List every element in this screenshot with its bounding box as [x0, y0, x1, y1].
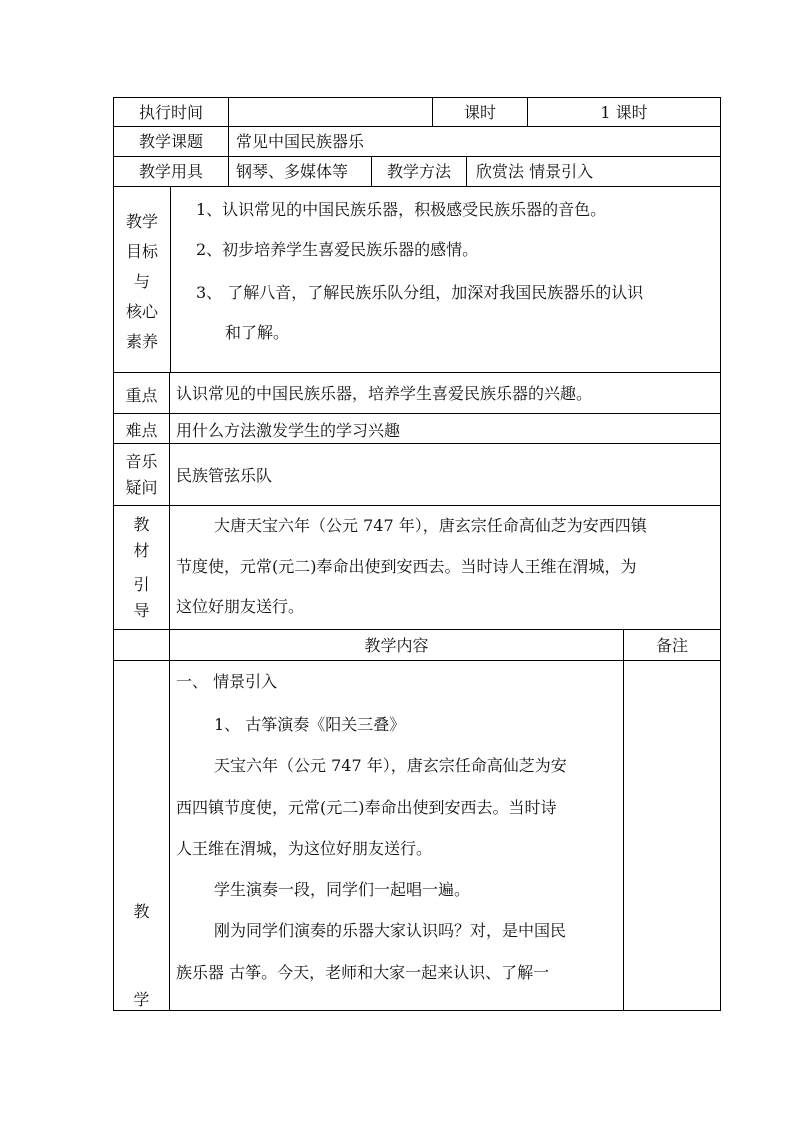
topic-value: 常见中国民族器乐: [236, 132, 365, 151]
goals-label-line: 与: [133, 272, 150, 291]
material-line: 这位好朋友送行。: [176, 597, 305, 616]
goals-label-line: 核心: [125, 302, 158, 321]
label-keypoint: 重点: [125, 386, 158, 405]
table-border-bottom: [113, 1010, 721, 1011]
teaching-line: 1、 古筝演奏《阳关三叠》: [214, 715, 406, 734]
row-divider: [113, 505, 721, 506]
class-hours-value: 1 课时: [600, 103, 648, 122]
label-difficulty: 难点: [125, 421, 158, 440]
teaching-line: 族乐器 古筝。今天，老师和大家一起来认识、了解一: [176, 963, 550, 982]
col-divider: [228, 97, 229, 187]
row-divider: [113, 126, 721, 127]
keypoint-value: 认识常见的中国民族乐器，培养学生喜爱民族乐器的兴趣。: [176, 384, 593, 403]
label-tools: 教学用具: [138, 162, 203, 181]
teaching-line: 天宝六年（公元 747 年），唐玄宗任命高仙芝为安: [214, 756, 567, 775]
goals-label-line: 教学: [125, 212, 158, 231]
music-question-label-line: 疑问: [125, 478, 158, 497]
material-label-char: 引: [133, 575, 150, 594]
label-class-hours: 课时: [463, 103, 496, 122]
material-line: 节度使，元常(元二)奉命出使到安西去。当时诗人王维在渭城，为: [176, 557, 637, 576]
material-label-char: 导: [133, 601, 150, 620]
method-value: 欣赏法 情景引入: [476, 162, 594, 181]
material-label-char: 教: [133, 515, 150, 534]
teaching-line: 刚为同学们演奏的乐器大家认识吗？对，是中国民: [214, 921, 567, 940]
label-method: 教学方法: [386, 162, 451, 181]
material-label-char: 材: [133, 541, 150, 560]
row-divider: [113, 660, 721, 661]
table-border-top: [113, 97, 721, 98]
teaching-line: 西四镇节度使，元常(元二)奉命出使到安西去。当时诗: [176, 798, 557, 817]
col-divider: [170, 186, 171, 373]
material-line: 大唐天宝六年（公元 747 年），唐玄宗任命高仙芝为安西四镇: [214, 516, 647, 535]
col-divider: [169, 372, 170, 1011]
teaching-line: 一、 情景引入: [176, 672, 278, 691]
teaching-content-header: 教学内容: [364, 636, 429, 655]
goal-item: 2、初步培养学生喜爱民族乐器的感情。: [196, 240, 479, 259]
row-divider: [113, 443, 721, 444]
teaching-line: 学生演奏一段，同学们一起唱一遍。: [214, 880, 471, 899]
col-divider: [623, 629, 624, 1011]
teaching-line: 人王维在渭城，为这位好朋友送行。: [176, 839, 433, 858]
table-border-right: [720, 97, 721, 1011]
row-divider: [113, 186, 721, 187]
row-divider: [113, 156, 721, 157]
label-execution-time: 执行时间: [138, 103, 203, 122]
label-topic: 教学课题: [138, 132, 203, 151]
goal-item: 3、 了解八音，了解民族乐队分组，加深对我国民族器乐的认识: [196, 283, 644, 302]
remark-header: 备注: [655, 636, 688, 655]
teaching-label-char: 教: [133, 902, 150, 921]
row-divider: [113, 629, 721, 630]
goal-item: 1、认识常见的中国民族乐器，积极感受民族乐器的音色。: [196, 200, 607, 219]
difficulty-value: 用什么方法激发学生的学习兴趣: [176, 421, 401, 440]
row-divider: [113, 413, 721, 414]
goals-label-line: 素养: [125, 332, 158, 351]
goal-item: 和了解。: [225, 323, 290, 342]
row-divider: [113, 372, 721, 373]
music-question-label-line: 音乐: [125, 452, 158, 471]
col-divider: [466, 156, 467, 187]
goals-label-line: 目标: [125, 242, 158, 261]
music-question-value: 民族管弦乐队: [176, 466, 273, 485]
tools-value: 钢琴、多媒体等: [236, 162, 349, 181]
teaching-label-char: 学: [133, 990, 150, 1009]
